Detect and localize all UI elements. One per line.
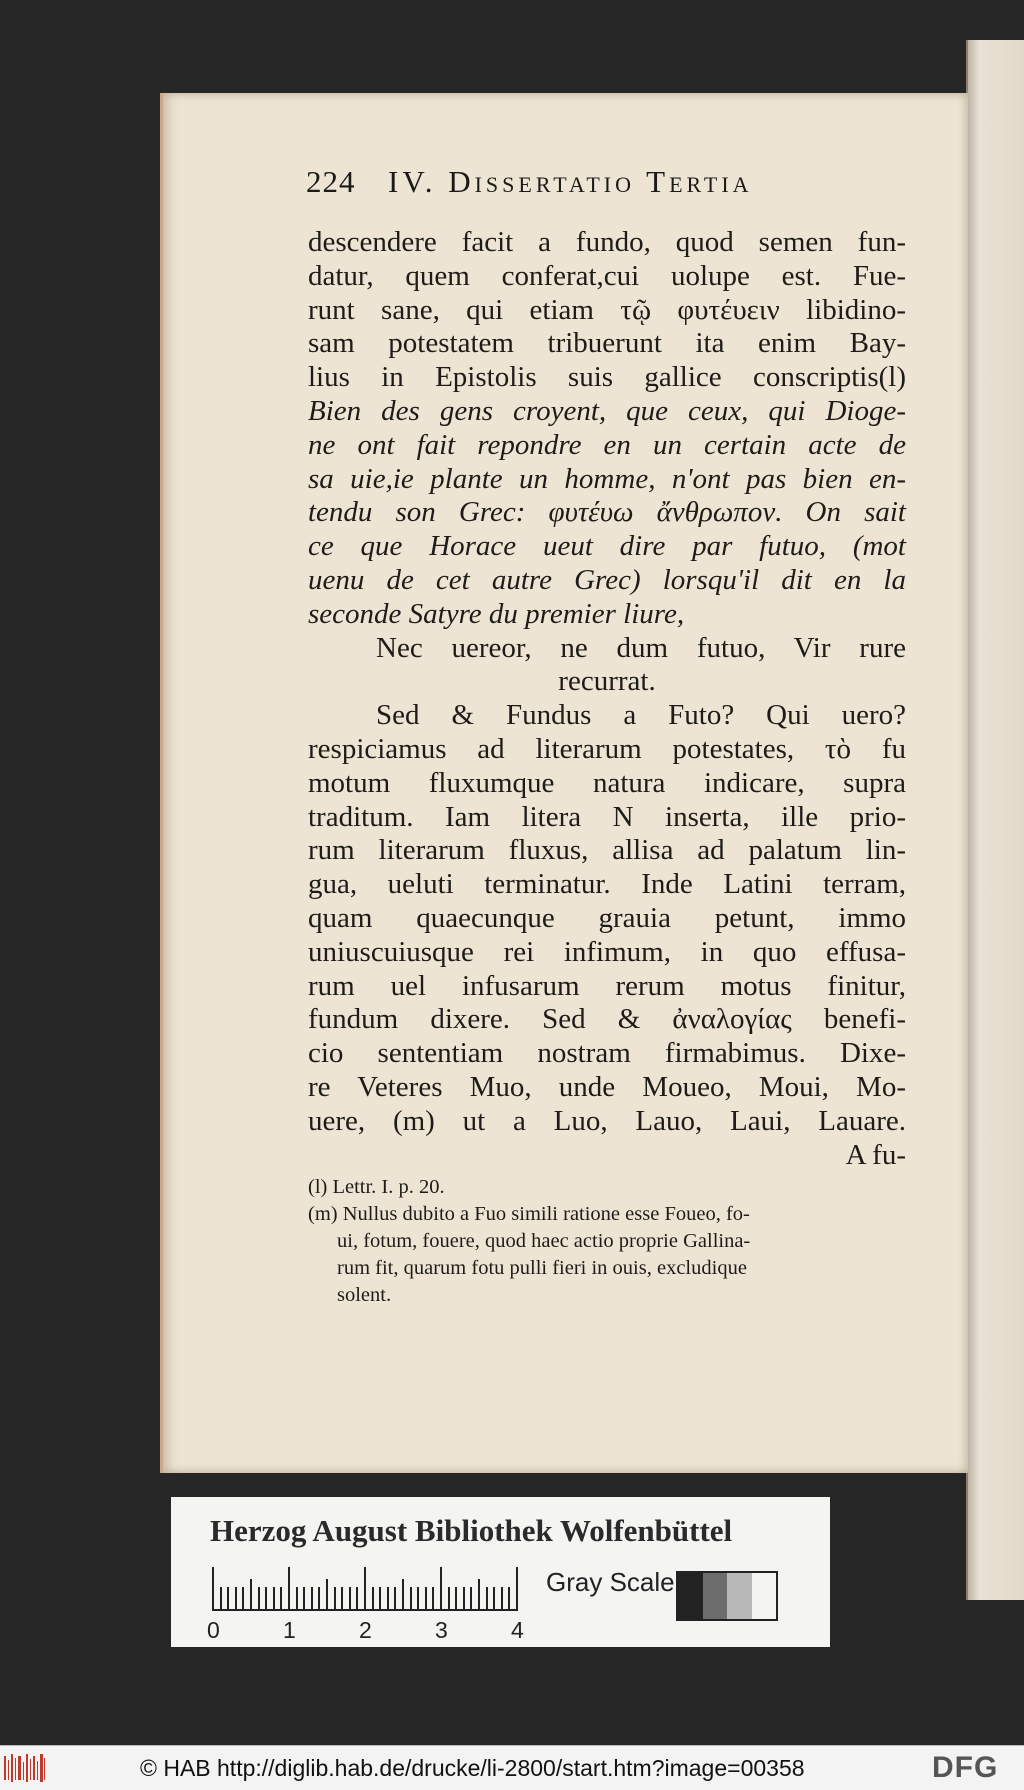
- text-line: gua, ueluti terminatur. Inde Latini terram,: [308, 868, 906, 901]
- ruler-tick: [311, 1587, 313, 1611]
- footnote-line: solent.: [337, 1284, 392, 1306]
- text-line: sa uie,ie plante un homme, n'ont pas bien en-: [308, 462, 906, 495]
- ruler-tick: [508, 1587, 510, 1611]
- running-header: [306, 164, 906, 204]
- text-line: datur, quem conferat,cui uolupe est. Fue-: [308, 259, 906, 292]
- facing-page-edge: [966, 40, 1024, 1600]
- text-line: traditum. Iam litera N inserta, ille prio-: [308, 800, 906, 833]
- text-line: cio sententiam nostram firmabimus. Dixe-: [308, 1037, 906, 1070]
- text-line: ne ont fait repondre en un certain acte de: [308, 428, 906, 461]
- ruler-tick: [227, 1587, 229, 1611]
- text-line: Sed & Fundus a Futo? Qui uero?: [376, 699, 906, 732]
- ruler-tick: [455, 1587, 457, 1611]
- text-line: seconde Satyre du premier liure,: [308, 597, 685, 630]
- text-line: Nec uereor, ne dum futuo, Vir rure: [376, 631, 906, 664]
- footnotes: [308, 1174, 906, 1309]
- gray-swatch: [727, 1573, 752, 1619]
- text-line: fundum dixere. Sed & ἀναλογίας benefi-: [308, 1003, 906, 1036]
- ruler-tick: [242, 1587, 244, 1611]
- ruler-tick: [486, 1587, 488, 1611]
- scale-ruler: [212, 1567, 517, 1613]
- ruler-tick: [265, 1587, 267, 1611]
- ruler-tick: [235, 1587, 237, 1611]
- gray-swatch: [678, 1573, 703, 1619]
- scale-number: 3: [435, 1617, 448, 1643]
- gray-scale-label: Gray Scale: [546, 1567, 675, 1597]
- text-line: motum fluxumque natura indicare, supra: [308, 766, 906, 799]
- scale-number: 2: [359, 1617, 372, 1643]
- text-line: recurrat.: [558, 665, 656, 698]
- footer-bar: [0, 1745, 1024, 1790]
- ruler-tick: [364, 1567, 366, 1611]
- ruler-tick: [356, 1587, 358, 1611]
- text-line: uere, (m) ut a Luo, Lauo, Laui, Lauare.: [308, 1104, 906, 1137]
- ruler-tick: [280, 1587, 282, 1611]
- ruler-tick: [318, 1587, 320, 1611]
- text-line: Bien des gens croyent, que ceux, qui Dioge-: [308, 394, 906, 427]
- text-line: tendu son Grec: φυτέυω ἄνθρωπον. On sait: [308, 496, 906, 529]
- ruler-tick: [417, 1587, 419, 1611]
- ruler-tick: [250, 1579, 252, 1611]
- ruler-tick: [273, 1587, 275, 1611]
- scale-number: 4: [511, 1617, 524, 1643]
- dfg-logo: DFG: [932, 1751, 999, 1784]
- ruler-tick: [349, 1587, 351, 1611]
- ruler-tick: [326, 1579, 328, 1611]
- ruler-tick: [463, 1587, 465, 1611]
- footnote-line: rum fit, quarum fotu pulli fieri in ouis, excludique: [337, 1257, 747, 1279]
- source-url[interactable]: © HAB http://diglib.hab.de/drucke/li-2800/start.htm?image=00358: [140, 1755, 805, 1781]
- barcode-icon: [4, 1754, 46, 1782]
- ruler-tick: [296, 1587, 298, 1611]
- ruler-tick: [516, 1567, 518, 1611]
- ruler-tick: [410, 1587, 412, 1611]
- text-line: respiciamus ad literarum potestates, τὸ fu: [308, 732, 906, 765]
- ruler-tick: [425, 1587, 427, 1611]
- ruler-tick: [470, 1587, 472, 1611]
- footnote-line: (m) Nullus dubito a Fuo simili ratione esse Foueo, fo-: [308, 1203, 750, 1225]
- ruler-tick: [432, 1587, 434, 1611]
- ruler-tick: [387, 1587, 389, 1611]
- ruler-tick: [440, 1567, 442, 1611]
- footnote-line: (l) Lettr. I. p. 20.: [308, 1176, 445, 1198]
- text-line: A fu-: [845, 1138, 906, 1171]
- library-name: Herzog August Bibliothek Wolfenbüttel: [210, 1513, 733, 1548]
- text-line: ce que Horace ueut dire par futuo, (mot: [308, 530, 906, 563]
- scale-number: 0: [207, 1617, 220, 1643]
- text-line: sam potestatem tribuerunt ita enim Bay-: [308, 327, 906, 360]
- ruler-tick: [303, 1587, 305, 1611]
- text-line: lius in Epistolis suis gallice conscriptis(l): [308, 361, 906, 394]
- gray-scale-swatches: [676, 1571, 778, 1621]
- page-number: 224: [306, 164, 356, 199]
- text-line: rum literarum fluxus, allisa ad palatum lin-: [308, 834, 906, 867]
- color-scale-card: [171, 1497, 830, 1647]
- ruler-tick: [220, 1587, 222, 1611]
- ruler-tick: [394, 1587, 396, 1611]
- ruler-tick: [334, 1587, 336, 1611]
- ruler-tick: [288, 1567, 290, 1611]
- ruler-tick: [341, 1587, 343, 1611]
- text-line: re Veteres Muo, unde Moueo, Moui, Mo-: [308, 1070, 906, 1103]
- ruler-tick: [379, 1587, 381, 1611]
- text-line: quam quaecunque grauia petunt, immo: [308, 901, 906, 934]
- gray-swatch: [703, 1573, 728, 1619]
- ruler-tick: [212, 1567, 214, 1611]
- text-line: descendere facit a fundo, quod semen fun-: [308, 226, 906, 258]
- scale-number: 1: [283, 1617, 296, 1643]
- ruler-tick: [372, 1587, 374, 1611]
- gray-swatch: [752, 1573, 777, 1619]
- running-title: IV. Dissertatio Tertia: [388, 164, 753, 199]
- ruler-tick: [493, 1587, 495, 1611]
- text-line: runt sane, qui etiam τῷ φυτέυειν libidino-: [308, 293, 906, 326]
- text-line: rum uel infusarum rerum motus finitur,: [308, 969, 906, 1002]
- footnote-line: ui, fotum, fouere, quod haec actio proprie Gallina-: [337, 1230, 751, 1252]
- ruler-tick: [501, 1587, 503, 1611]
- ruler-tick: [402, 1579, 404, 1611]
- text-line: uenu de cet autre Grec) lorsqu'il dit en la: [308, 563, 906, 596]
- ruler-tick: [448, 1587, 450, 1611]
- ruler-tick: [478, 1579, 480, 1611]
- ruler-tick: [258, 1587, 260, 1611]
- main-text: [308, 226, 906, 1172]
- text-line: uniuscuiusque rei infimum, in quo effusa-: [308, 935, 906, 968]
